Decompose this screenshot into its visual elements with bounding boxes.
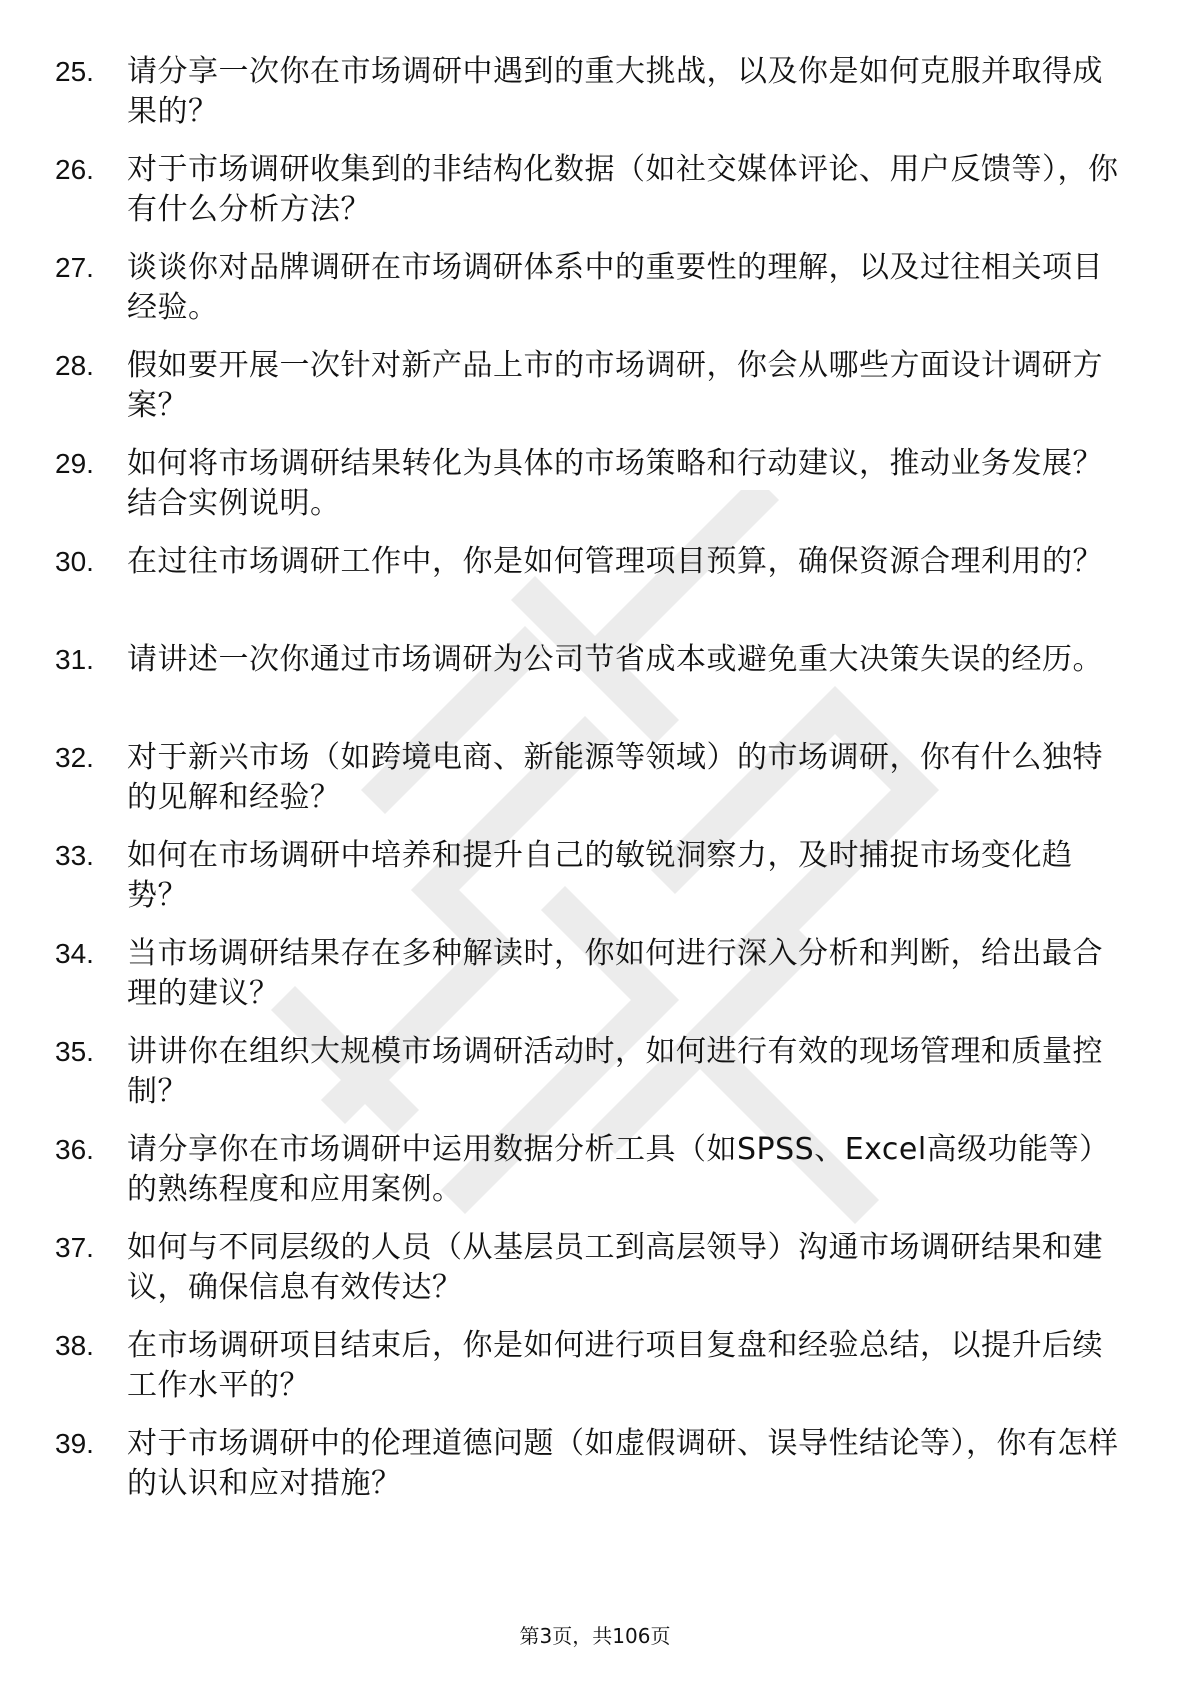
question-number: 25. (55, 56, 94, 87)
question-item (55, 836, 1125, 934)
question-item (55, 444, 1125, 542)
question-number: 36. (55, 1134, 94, 1165)
question-text: 如何在市场调研中培养和提升自己的敏锐洞察力，及时捕捉市场变化趋势？ (127, 838, 1073, 913)
question-item (55, 640, 1125, 738)
page-footer (0, 1622, 1190, 1650)
question-item (55, 52, 1125, 150)
question-number: 33. (55, 840, 94, 871)
question-number: 35. (55, 1036, 94, 1067)
question-number: 37. (55, 1232, 94, 1263)
question-number: 28. (55, 350, 94, 381)
question-number: 39. (55, 1428, 94, 1459)
question-item (55, 542, 1125, 640)
question-item (55, 1130, 1125, 1228)
question-text: 当市场调研结果存在多种解读时，你如何进行深入分析和判断，给出最合理的建议？ (127, 936, 1103, 1011)
question-number: 26. (55, 154, 94, 185)
question-text: 假如要开展一次针对新产品上市的市场调研，你会从哪些方面设计调研方案？ (127, 348, 1103, 423)
question-text: 请讲述一次你通过市场调研为公司节省成本或避免重大决策失误的经历。 (127, 642, 1103, 677)
question-text: 请分享一次你在市场调研中遇到的重大挑战，以及你是如何克服并取得成果的？ (127, 54, 1103, 129)
question-number: 32. (55, 742, 94, 773)
question-item (55, 1326, 1125, 1424)
question-item (55, 248, 1125, 346)
question-number: 27. (55, 252, 94, 283)
question-text: 对于市场调研收集到的非结构化数据（如社交媒体评论、用户反馈等），你有什么分析方法？ (127, 152, 1119, 227)
question-item (55, 1032, 1125, 1130)
question-text: 如何与不同层级的人员（从基层员工到高层领导）沟通市场调研结果和建议，确保信息有效传达？ (127, 1230, 1103, 1305)
page-number-label: 第3页，共106页 (519, 1624, 671, 1648)
question-text: 谈谈你对品牌调研在市场调研体系中的重要性的理解，以及过往相关项目经验。 (127, 250, 1103, 325)
question-item (55, 738, 1125, 836)
question-text: 在过往市场调研工作中，你是如何管理项目预算，确保资源合理利用的？ (127, 544, 1103, 579)
question-text: 对于市场调研中的伦理道德问题（如虚假调研、误导性结论等），你有怎样的认识和应对措施？ (127, 1426, 1119, 1501)
question-item (55, 150, 1125, 248)
question-number: 29. (55, 448, 94, 479)
question-text: 对于新兴市场（如跨境电商、新能源等领域）的市场调研，你有什么独特的见解和经验？ (127, 740, 1103, 815)
question-item (55, 1228, 1125, 1326)
question-number: 31. (55, 644, 94, 675)
question-number: 34. (55, 938, 94, 969)
question-text: 讲讲你在组织大规模市场调研活动时，如何进行有效的现场管理和质量控制？ (127, 1034, 1103, 1109)
question-number: 38. (55, 1330, 94, 1361)
question-text: 如何将市场调研结果转化为具体的市场策略和行动建议，推动业务发展？结合实例说明。 (127, 446, 1103, 521)
question-item (55, 934, 1125, 1032)
question-number: 30. (55, 546, 94, 577)
question-item (55, 346, 1125, 444)
question-item (55, 1424, 1125, 1522)
question-text: 在市场调研项目结束后，你是如何进行项目复盘和经验总结，以提升后续工作水平的？ (127, 1328, 1103, 1403)
question-list (55, 52, 1125, 1522)
question-text: 请分享你在市场调研中运用数据分析工具（如SPSS、Excel高级功能等）的熟练程度和应用案例。 (127, 1132, 1110, 1207)
